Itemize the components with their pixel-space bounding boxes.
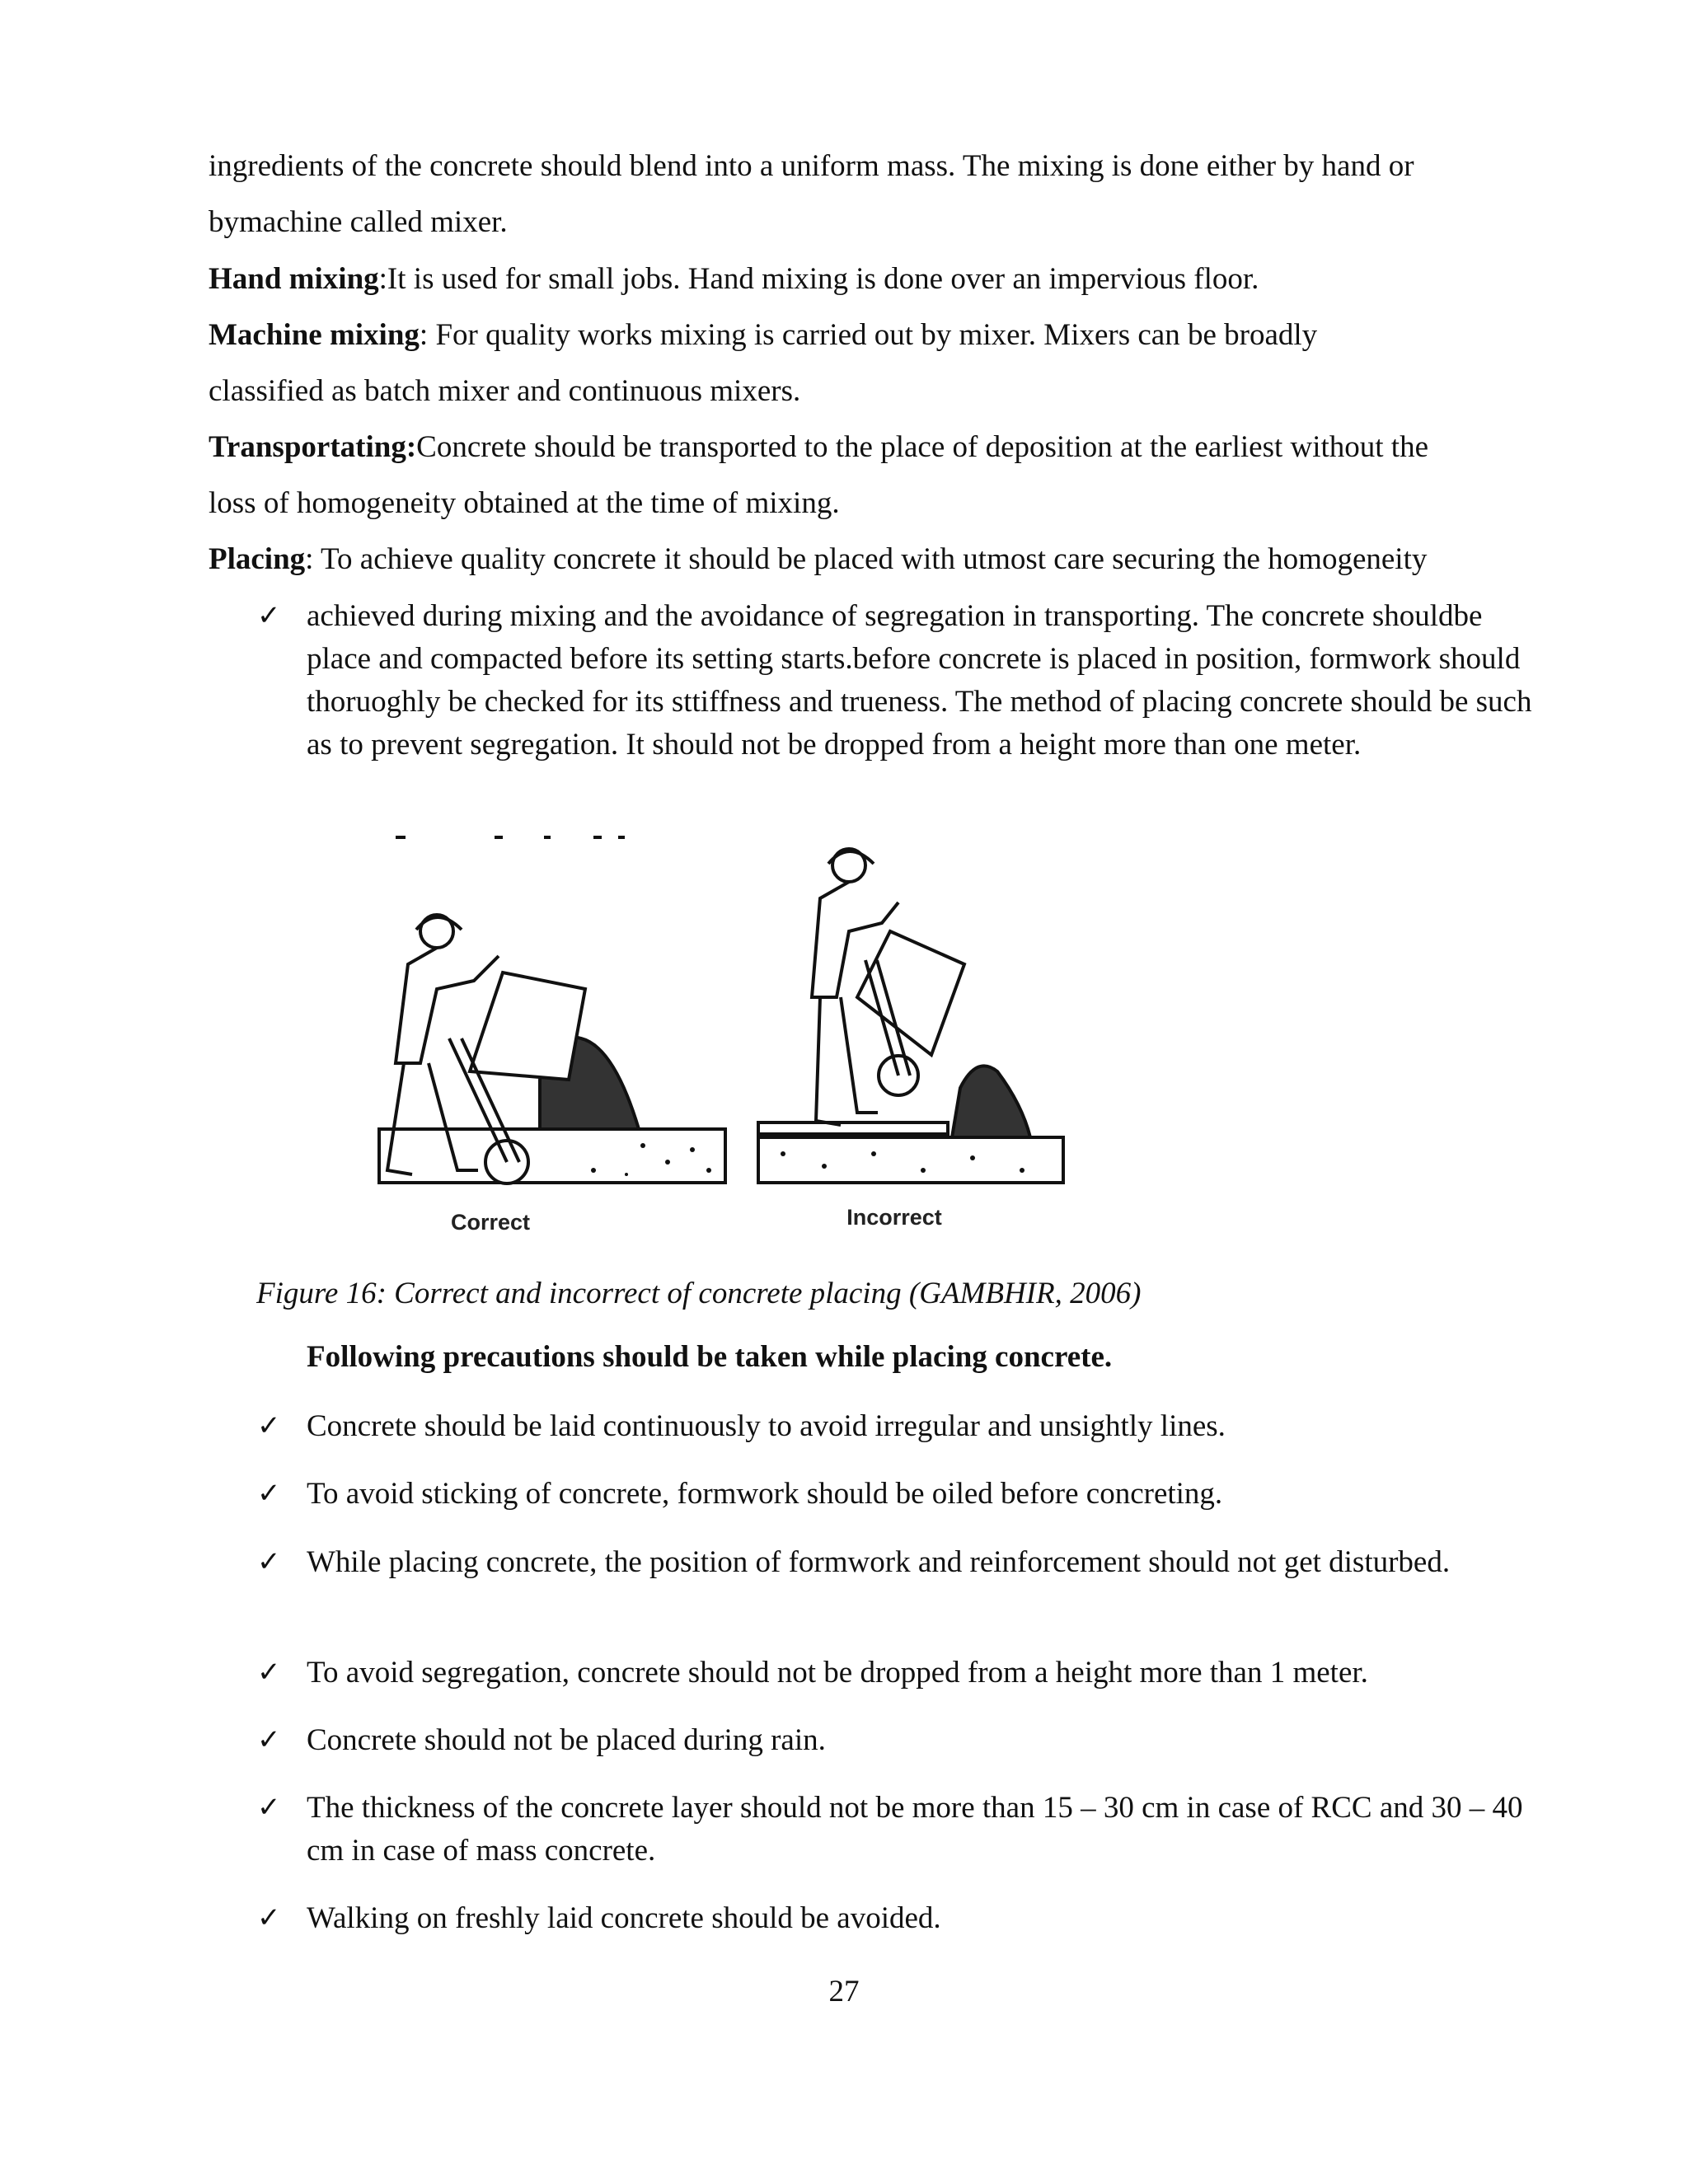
figure-caption: Figure 16: Correct and incorrect of concrete placing (GAMBHIR, 2006): [256, 1277, 1142, 1310]
paragraph-hand-mixing: [209, 251, 1527, 307]
transporting-label: Transportating:: [209, 430, 417, 464]
precaution-text: Concrete should not be placed during rain.: [307, 1723, 826, 1757]
check-icon: ✓: [257, 1725, 281, 1755]
precaution-text: The thickness of the concrete layer should not be more than 15 – 30 cm in case of RCC and 30 – 40 cm in case of mass concrete.: [307, 1791, 1523, 1868]
paragraph-machine-mixing-line2: classified as batch mixer and continuous mixers.: [209, 374, 801, 408]
paragraph-intro-line1: ingredients of the concrete should blend into a uniform mass. The mixing is done either by hand or: [209, 149, 1414, 183]
page-number: 27: [828, 1975, 860, 2008]
label-correct: Correct: [450, 1210, 531, 1235]
placing-text: : To achieve quality concrete it should be placed with utmost care securing the homogeneity: [305, 542, 1428, 576]
precaution-item: [257, 1897, 1543, 1940]
hand-mixing-label: Hand mixing: [209, 262, 379, 296]
precaution-item: [257, 1541, 1543, 1627]
placing-label: Placing: [209, 542, 306, 576]
precaution-text: To avoid sticking of concrete, formwork should be oiled before concreting.: [307, 1477, 1223, 1511]
check-icon: ✓: [257, 1793, 281, 1823]
figure-concrete-placing: [346, 824, 1071, 1253]
precaution-item: [257, 1719, 1543, 1762]
paragraph-intro-line2: bymachine called mixer.: [209, 205, 508, 239]
precaution-item: [257, 1787, 1543, 1872]
check-icon: ✓: [257, 1479, 281, 1509]
transporting-text: Concrete should be transported to the place of deposition at the earliest without the: [416, 430, 1429, 464]
figure-illustration: [346, 824, 1071, 1253]
precaution-text: Concrete should be laid continuously to avoid irregular and unsightly lines.: [307, 1409, 1226, 1443]
precaution-item: [257, 1652, 1543, 1694]
machine-mixing-label: Machine mixing: [209, 318, 420, 352]
check-icon: ✓: [257, 1903, 281, 1933]
precaution-item: [257, 1405, 1543, 1448]
hand-mixing-text: :It is used for small jobs. Hand mixing is done over an impervious floor.: [378, 262, 1259, 296]
placing-bullet-text: achieved during mixing and the avoidance of segregation in transporting. The concrete shouldbe place and compacted before its setting starts.before concrete is placed in position, formwork should thoruoghly be checked for its sttiffness and trueness. The method of placing concrete should be such as to prevent segregation. It should not be dropped from a height more than one meter.: [307, 599, 1532, 762]
precaution-text: Walking on freshly laid concrete should be avoided.: [307, 1901, 941, 1935]
paragraph-transporting-line2: loss of homogeneity obtained at the time of mixing.: [209, 486, 840, 520]
check-icon: ✓: [257, 601, 281, 631]
precaution-text: To avoid segregation, concrete should not be dropped from a height more than 1 meter.: [307, 1656, 1368, 1690]
paragraph-transporting: [209, 419, 1527, 476]
placing-bullet: [257, 595, 1543, 813]
paragraph-machine-mixing: [209, 307, 1527, 363]
check-icon: ✓: [257, 1411, 281, 1441]
label-incorrect: Incorrect: [846, 1205, 942, 1230]
machine-mixing-text: : For quality works mixing is carried out by mixer. Mixers can be broadly: [419, 318, 1318, 352]
check-icon: ✓: [257, 1547, 281, 1577]
correct-scene: [379, 915, 725, 1183]
precaution-text: While placing concrete, the position of formwork and reinforcement should not get disturbed.: [307, 1545, 1451, 1579]
precautions-heading: Following precautions should be taken while placing concrete.: [307, 1340, 1113, 1374]
precaution-item: [257, 1473, 1543, 1516]
check-icon: ✓: [257, 1657, 281, 1688]
incorrect-scene: [758, 849, 1063, 1183]
paragraph-placing: [209, 532, 1527, 588]
